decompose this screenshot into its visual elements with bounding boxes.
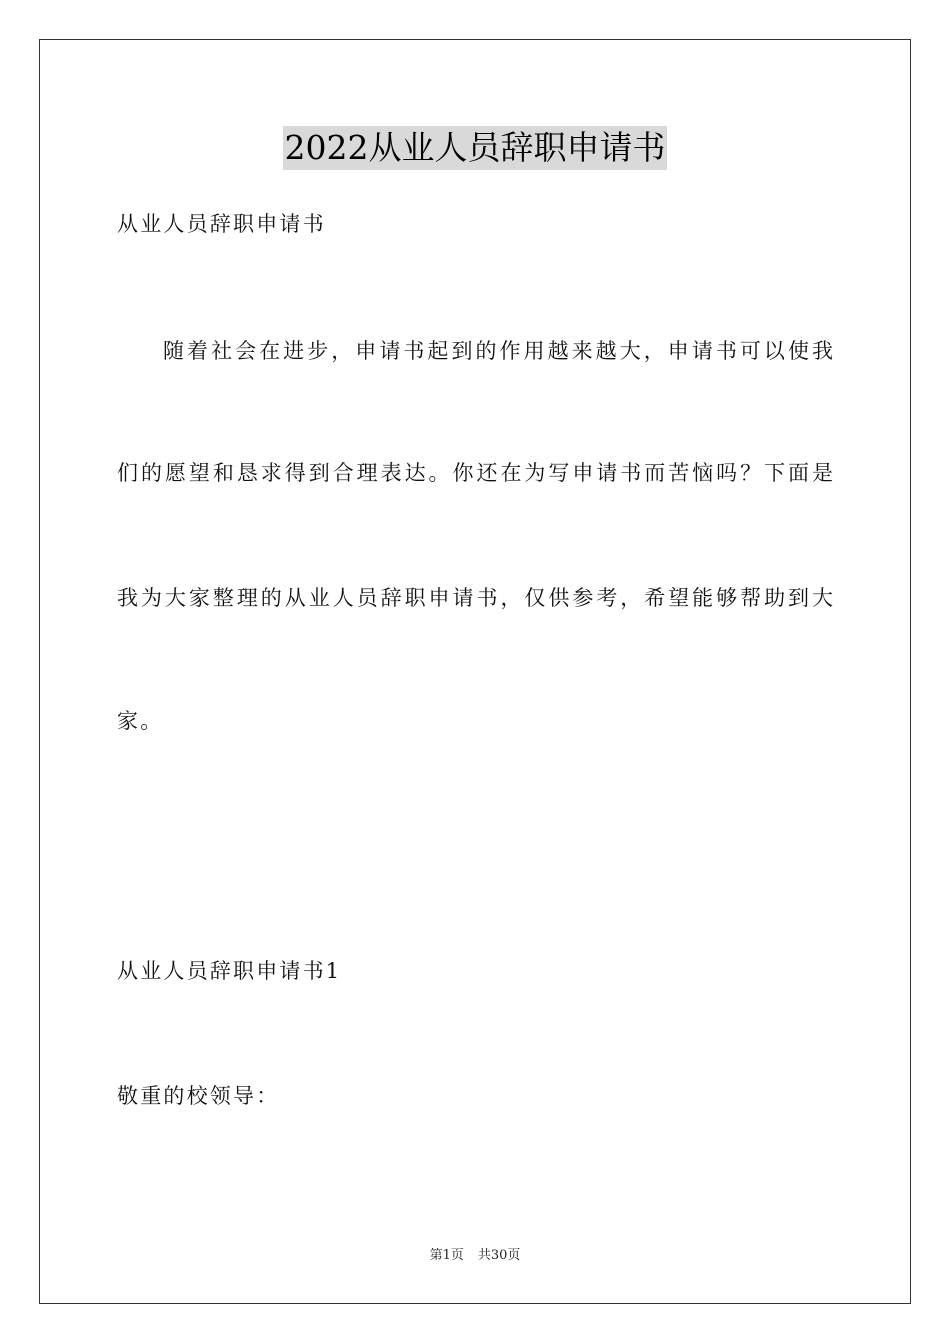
intro-line-1: 随着社会在进步，申请书起到的作用越来越大，申请书可以使我: [163, 339, 833, 363]
page-footer: [0, 1247, 950, 1265]
intro-line-4: 家。: [117, 709, 164, 733]
section-heading: 从业人员辞职申请书1: [117, 959, 342, 983]
title-container: [0, 126, 950, 170]
salutation: 敬重的校领导：: [117, 1084, 280, 1108]
page-total: 共30页: [477, 1248, 521, 1263]
intro-line-2: 们的愿望和恳求得到合理表达。你还在为写申请书而苦恼吗？下面是: [117, 461, 833, 485]
document-subtitle: 从业人员辞职申请书: [117, 212, 326, 236]
document-title: 2022从业人员辞职申请书: [283, 126, 668, 170]
intro-line-3: 我为大家整理的从业人员辞职申请书，仅供参考，希望能够帮助到大: [117, 586, 833, 610]
page-number: 第1页: [429, 1248, 464, 1263]
